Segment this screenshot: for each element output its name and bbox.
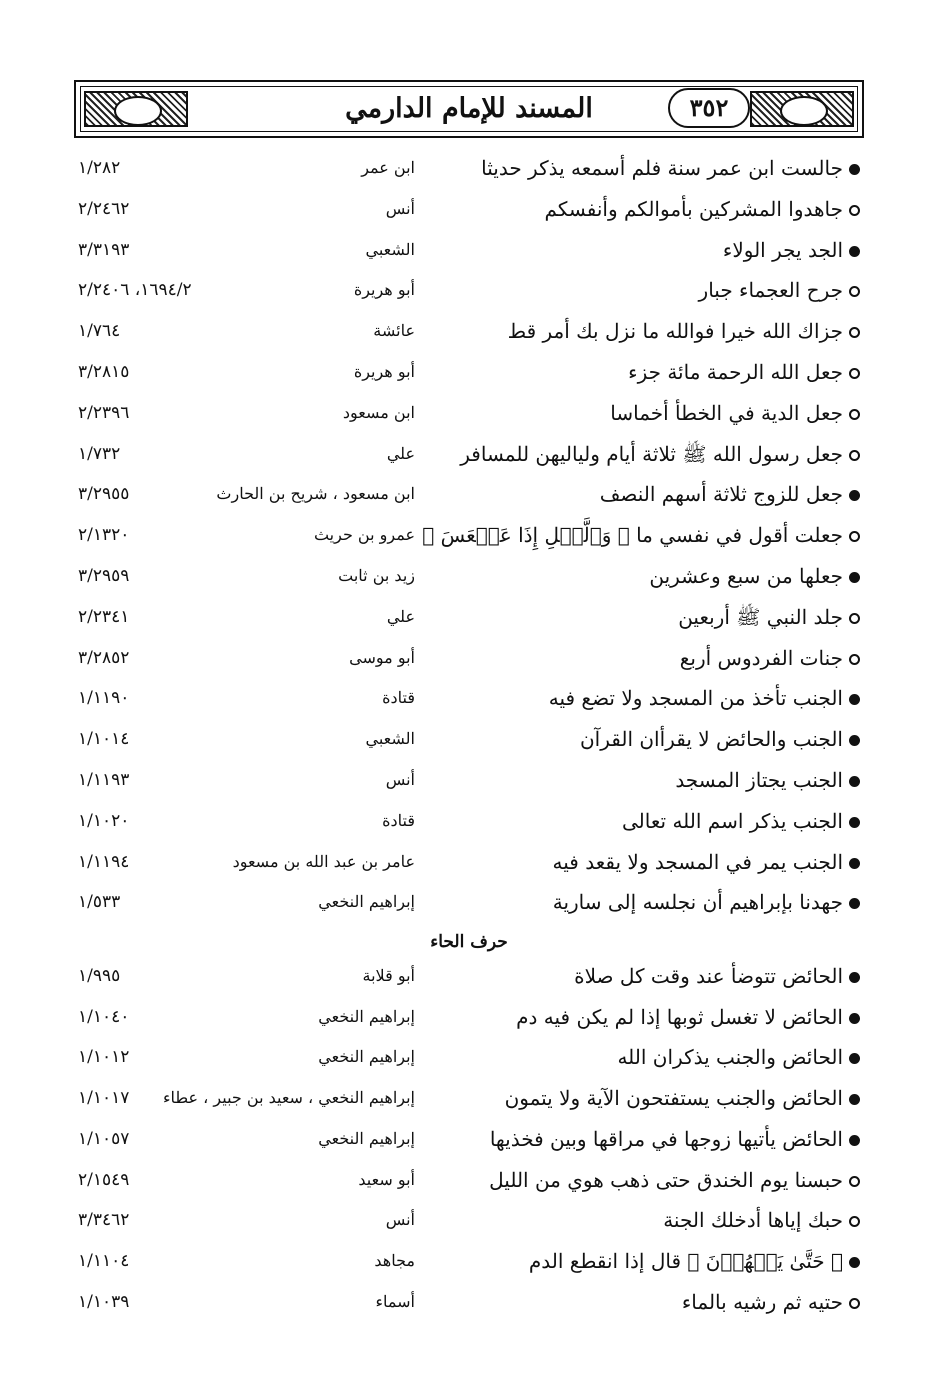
index-entry — [0, 962, 938, 1002]
entry-reference: ١/١٠٢٠ — [78, 810, 130, 831]
index-entry — [0, 684, 938, 724]
entry-reference: ١/١٠٤٠ — [78, 1006, 130, 1027]
entry-reference: ١/١١٩٠ — [78, 688, 130, 709]
filled-bullet-icon — [849, 694, 860, 705]
entry-reference: ١/٧٦٤ — [78, 321, 121, 342]
entry-narrator: الشعبي — [365, 239, 415, 259]
hollow-bullet-icon — [849, 205, 860, 216]
entry-reference: ١/٢٨٢ — [78, 158, 121, 178]
entry-reference: ٣/٣٤٦٢ — [78, 1210, 130, 1231]
index-entry — [0, 440, 938, 480]
entry-text: جعل رسول الله ﷺ ثلاثة أيام ولياليهن للمسافر — [460, 440, 860, 468]
entry-narrator: قتادة — [382, 688, 415, 708]
entry-narrator: إبراهيم النخعي — [318, 1047, 415, 1067]
header-ornament-right — [750, 91, 854, 127]
entry-narrator: أبو قلابة — [362, 966, 415, 985]
entry-narrator: زيد بن ثابت — [338, 566, 415, 585]
index-entry — [0, 562, 938, 602]
entry-text: الحائض لا تغسل ثوبها إذا لم يكن فيه دم — [516, 1003, 860, 1031]
filled-bullet-icon — [849, 817, 860, 828]
entry-reference: ٣/٣١٩٣ — [78, 239, 130, 260]
index-entry — [0, 399, 938, 439]
entry-text: الجنب والحائض لا يقرأان القرآن — [580, 725, 860, 753]
entry-reference: ٢/٢٤٦٢ — [78, 198, 130, 219]
entry-text: الحائض والجنب يذكران الله — [617, 1043, 860, 1071]
page-number: ٣٥٢ — [668, 88, 750, 128]
entry-text: جاهدوا المشركين بأموالكم وأنفسكم — [545, 195, 860, 223]
entry-text: حبك إياها أدخلك الجنة — [663, 1206, 860, 1234]
entry-text: ﴿ حَتَّىٰ يَطۡهُرۡنَ ﴾ قال إذا انقطع الدم — [529, 1247, 860, 1275]
entry-narrator: أبو هريرة — [353, 362, 415, 381]
entry-narrator: عامر بن عبد الله بن مسعود — [232, 851, 415, 871]
entry-narrator: أنس — [385, 198, 415, 218]
entry-text: الجنب يمر في المسجد ولا يقعد فيه — [553, 848, 860, 876]
hollow-bullet-icon — [849, 1298, 860, 1309]
entry-reference: ٢/١٥٤٩ — [78, 1169, 130, 1190]
entry-text: جزاك الله خيرا فوالله ما نزل بك أمر قط — [508, 317, 860, 345]
entry-narrator: أنس — [385, 770, 415, 789]
hollow-bullet-icon — [849, 1176, 860, 1187]
index-entry — [0, 276, 938, 316]
entry-narrator: ابن مسعود ، شريح بن الحارث — [216, 484, 415, 504]
filled-bullet-icon — [849, 1135, 860, 1146]
entry-narrator: قتادة — [382, 810, 415, 830]
entry-reference: ١/٥٣٣ — [78, 892, 121, 913]
entry-reference: ١/١١٩٣ — [78, 770, 130, 790]
index-entry — [0, 317, 938, 357]
entry-reference: ٣/٢٨١٥ — [78, 362, 130, 382]
entry-text: الجنب يجتاز المسجد — [675, 766, 860, 794]
entry-text: جعل للزوج ثلاثة أسهم النصف — [600, 480, 860, 508]
entry-narrator: إبراهيم النخعي — [318, 1128, 415, 1148]
index-entry — [0, 807, 938, 847]
entry-narrator: أنس — [385, 1210, 415, 1230]
hollow-bullet-icon — [849, 286, 860, 297]
filled-bullet-icon — [849, 164, 860, 175]
entry-reference: ١/١٠١٢ — [78, 1047, 130, 1068]
hollow-bullet-icon — [849, 654, 860, 665]
hollow-bullet-icon — [849, 613, 860, 624]
index-entry — [0, 1166, 938, 1206]
index-entry — [0, 603, 938, 643]
entry-narrator: علي — [386, 606, 415, 626]
filled-bullet-icon — [849, 1013, 860, 1024]
index-entry — [0, 1288, 938, 1328]
entry-narrator: علي — [386, 443, 415, 463]
entry-narrator: أبو هريرة — [353, 280, 415, 300]
hollow-bullet-icon — [849, 409, 860, 420]
entry-text: الجنب يذكر اسم الله تعالى — [622, 807, 860, 835]
entry-reference: ١/١٠٣٩ — [78, 1291, 130, 1312]
entry-reference: ١/١٠١٧ — [78, 1088, 130, 1109]
index-entry — [0, 725, 938, 765]
entry-text: جعل الدية في الخطأ أخماسا — [610, 399, 860, 427]
page-header — [74, 80, 864, 138]
entry-narrator: ابن عمر — [361, 158, 415, 177]
entry-narrator: أبو سعيد — [358, 1169, 415, 1189]
index-entry — [0, 766, 938, 806]
index-entry — [0, 154, 938, 194]
index-entry — [0, 1084, 938, 1124]
entry-reference: ١٦٩٤/٢، ٢/٢٤٠٦ — [78, 280, 192, 301]
entry-text: الحائض تتوضأ عند وقت كل صلاة — [574, 962, 860, 990]
entry-text: الحائض والجنب يستفتحون الآية ولا يتمون — [505, 1084, 860, 1112]
entry-text: الجد يجر الولاء — [723, 236, 860, 264]
entry-narrator: ابن مسعود — [342, 402, 415, 422]
entry-narrator: الشعبي — [365, 729, 415, 749]
index-entry — [0, 480, 938, 520]
index-entry — [0, 1206, 938, 1246]
index-entry — [0, 358, 938, 398]
section-heading: حرف الحاء — [430, 932, 508, 952]
hollow-bullet-icon — [849, 450, 860, 461]
hollow-bullet-icon — [849, 1216, 860, 1227]
entry-text: جرح العجماء جبار — [699, 276, 860, 304]
entry-reference: ٢/٢٣٤١ — [78, 606, 130, 627]
entry-narrator: مجاهد — [374, 1250, 415, 1270]
entry-narrator: أسماء — [375, 1291, 415, 1311]
entry-reference: ١/١١٠٤ — [78, 1250, 130, 1271]
entry-reference: ٣/٢٩٥٩ — [78, 566, 130, 586]
filled-bullet-icon — [849, 1053, 860, 1064]
filled-bullet-icon — [849, 572, 860, 583]
index-entry — [0, 1043, 938, 1083]
entry-text: الحائض يأتيها زوجها في مراقها وبين فخذيها — [490, 1125, 860, 1153]
entry-narrator: أبو موسى — [349, 647, 415, 667]
entry-text: جنات الفردوس أربع — [680, 644, 860, 672]
index-entry — [0, 1247, 938, 1287]
filled-bullet-icon — [849, 1257, 860, 1268]
book-title: المسند للإمام الدارمي — [345, 93, 593, 124]
entry-text: جعلها من سبع وعشرين — [649, 562, 860, 590]
filled-bullet-icon — [849, 1094, 860, 1105]
index-entry — [0, 1125, 938, 1165]
entry-reference: ١/١٠١٤ — [78, 729, 130, 750]
entry-text: جلد النبي ﷺ أربعين — [678, 603, 860, 631]
filled-bullet-icon — [849, 735, 860, 746]
entry-text: الجنب تأخذ من المسجد ولا تضع فيه — [549, 684, 860, 712]
entry-reference: ٢/٢٣٩٦ — [78, 402, 130, 423]
index-entry — [0, 236, 938, 276]
entry-narrator: إبراهيم النخعي — [318, 1006, 415, 1026]
filled-bullet-icon — [849, 490, 860, 501]
index-entry — [0, 848, 938, 888]
entry-reference: ١/١١٩٤ — [78, 851, 130, 872]
entry-reference: ١/٩٩٥ — [78, 966, 121, 986]
header-ornament-left — [84, 91, 188, 127]
index-entry — [0, 644, 938, 684]
entry-text: حبسنا يوم الخندق حتى ذهب هوي من الليل — [489, 1166, 860, 1194]
index-entry — [0, 888, 938, 928]
hollow-bullet-icon — [849, 531, 860, 542]
entry-reference: ١/١٠٥٧ — [78, 1128, 130, 1149]
entry-reference: ١/٧٣٢ — [78, 443, 121, 464]
hollow-bullet-icon — [849, 327, 860, 338]
entry-text: جعل الله الرحمة مائة جزء — [628, 358, 860, 386]
filled-bullet-icon — [849, 972, 860, 983]
entry-narrator: عائشة — [373, 321, 415, 341]
entry-narrator: إبراهيم النخعي ، سعيد بن جبير ، عطاء — [163, 1088, 415, 1108]
entry-text: جعلت أقول في نفسي ما ﴿ وَٱلَّيۡلِ إِذَا عَسۡعَسَ ﴾ — [422, 521, 860, 549]
entry-reference: ٢/١٣٢٠ — [78, 525, 130, 546]
entry-text: جهدنا بإبراهيم أن نجلسه إلى سارية — [553, 888, 860, 916]
entry-reference: ٣/٢٨٥٢ — [78, 647, 130, 668]
filled-bullet-icon — [849, 776, 860, 787]
entry-text: حتيه ثم رشيه بالماء — [682, 1288, 860, 1316]
index-entry — [0, 521, 938, 561]
filled-bullet-icon — [849, 858, 860, 869]
entry-reference: ٣/٢٩٥٥ — [78, 484, 130, 505]
filled-bullet-icon — [849, 246, 860, 257]
entry-narrator: عمرو بن حريث — [313, 525, 415, 545]
index-entry — [0, 195, 938, 235]
filled-bullet-icon — [849, 898, 860, 909]
entry-text: جالست ابن عمر سنة فلم أسمعه يذكر حديثا — [481, 154, 860, 182]
index-entry — [0, 1003, 938, 1043]
hollow-bullet-icon — [849, 368, 860, 379]
entry-narrator: إبراهيم النخعي — [318, 892, 415, 912]
